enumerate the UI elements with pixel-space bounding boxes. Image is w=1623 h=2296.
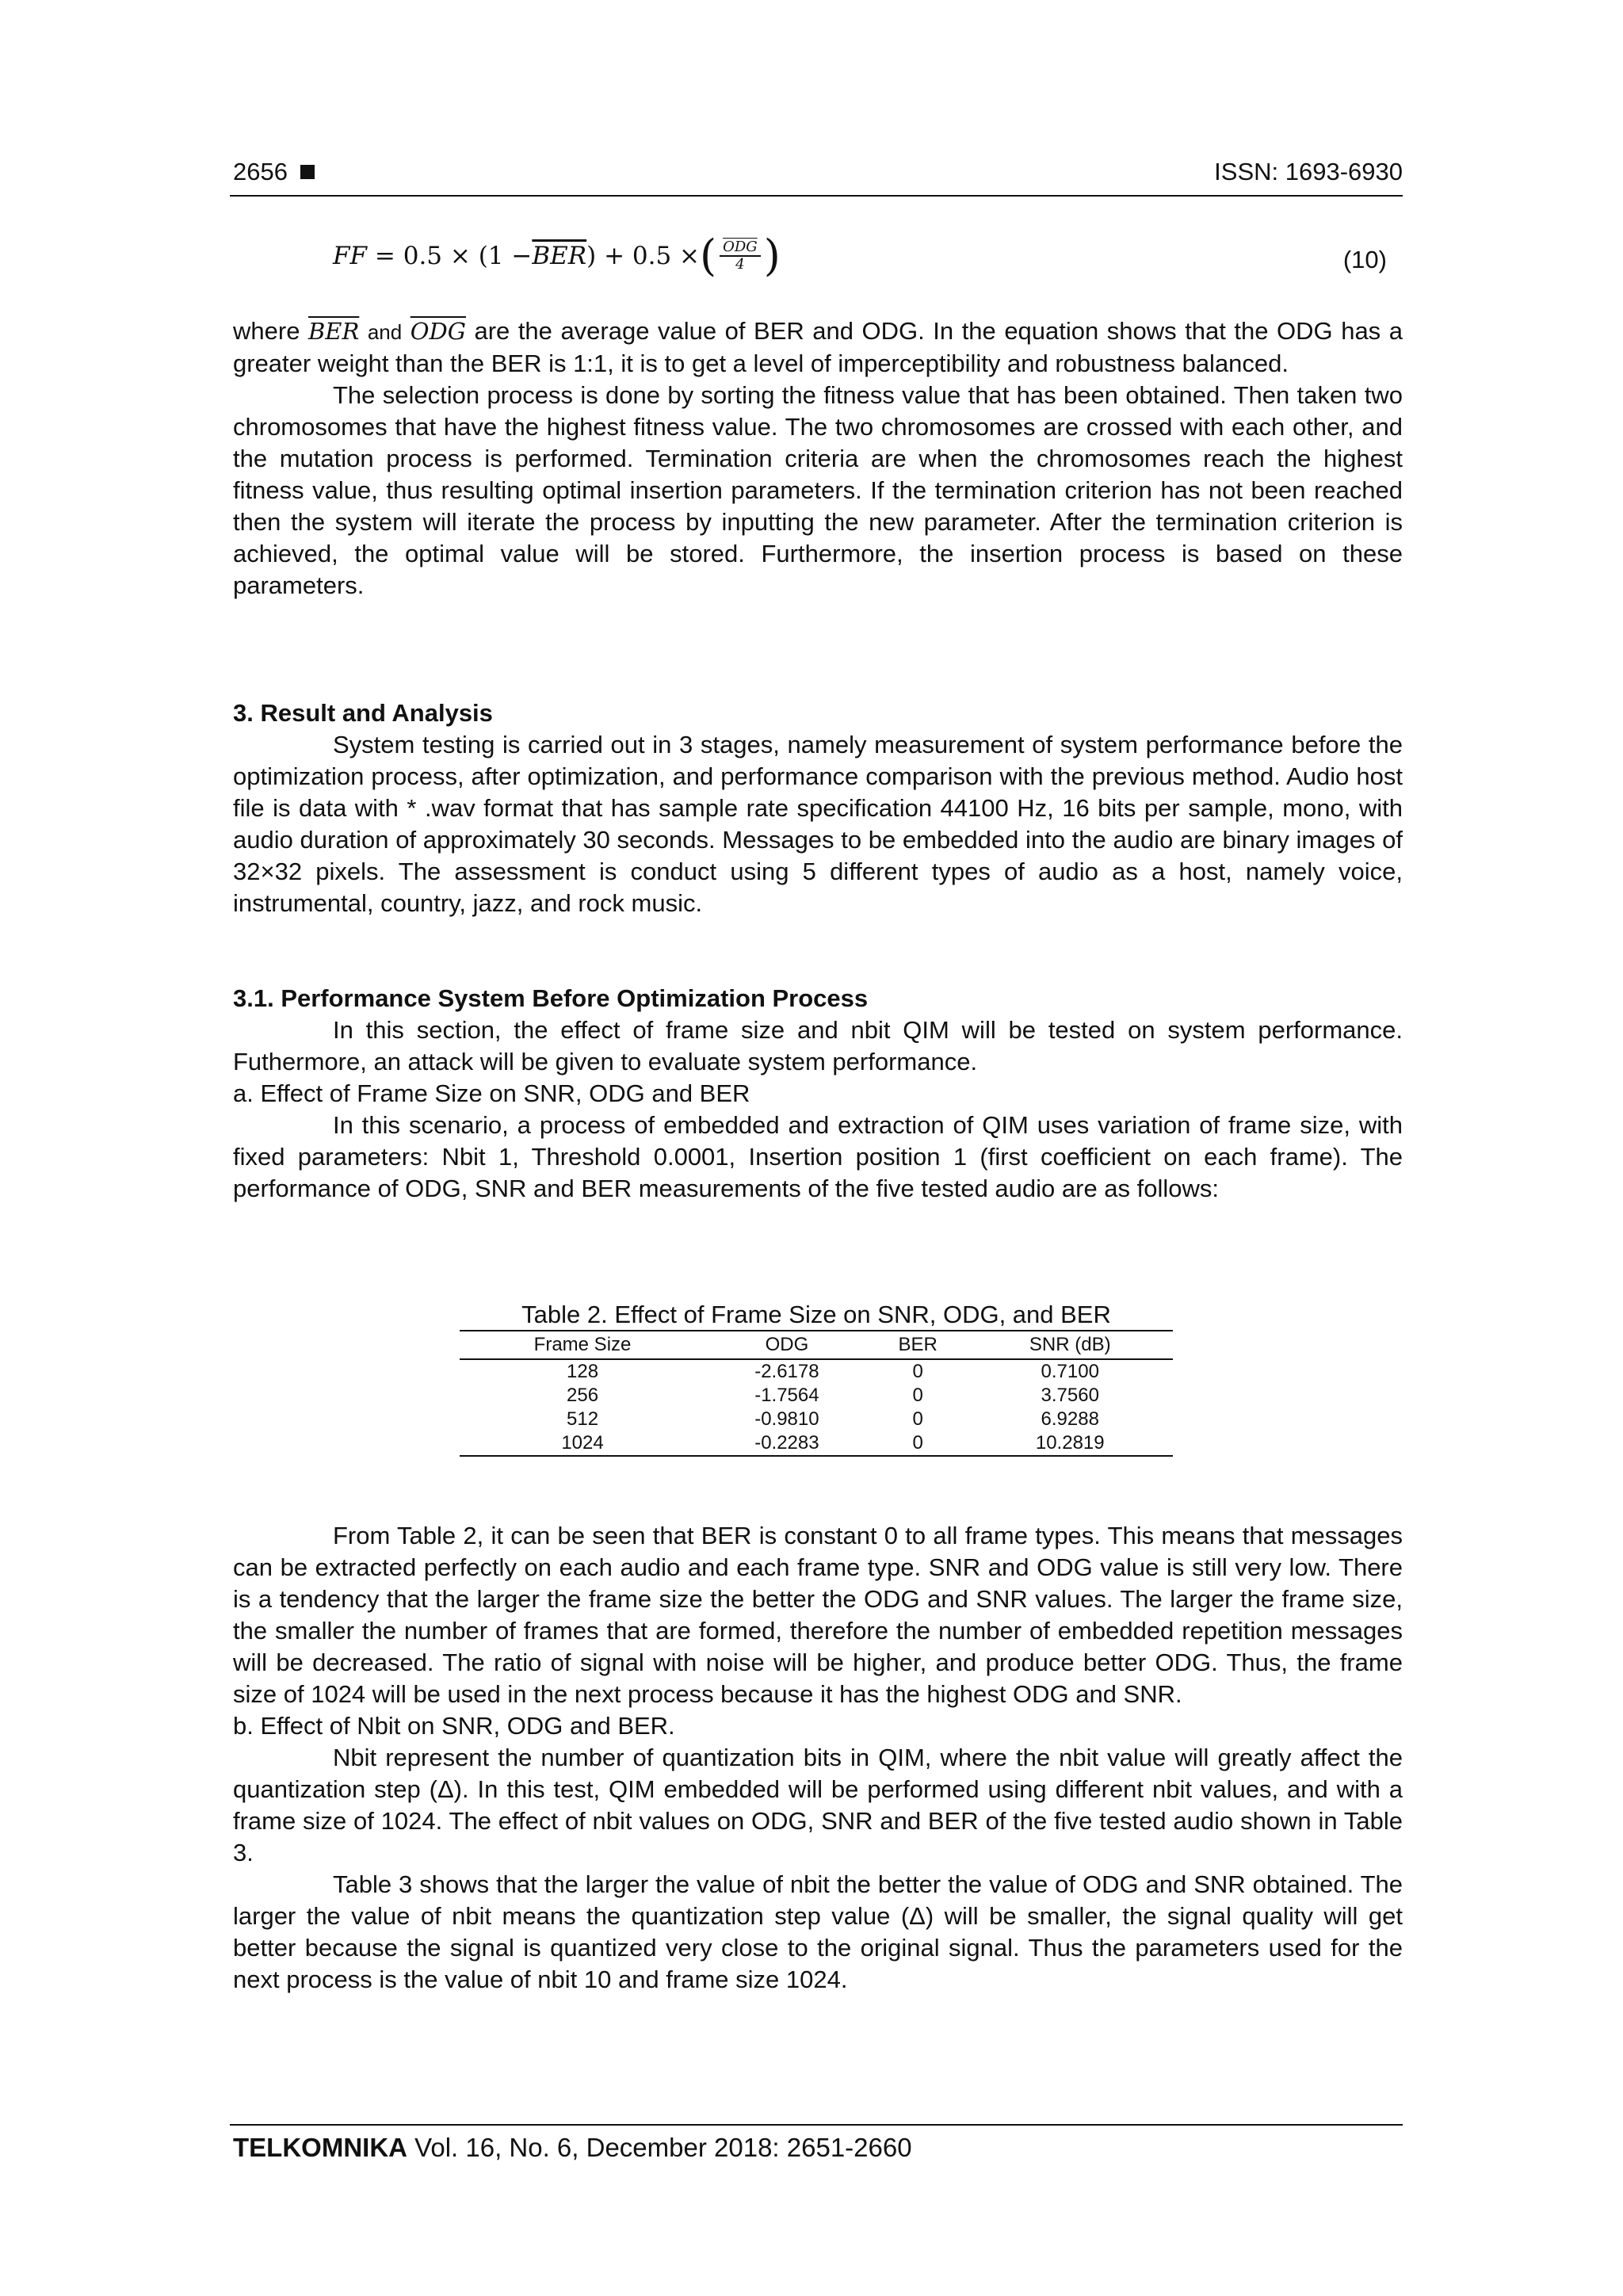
para-selection: The selection process is done by sorting the fitness value that has been obtained. Then taken two chromosomes that have the highest fitness value. The two chromosomes are crossed with each other, and the mutation process is performed. Termination criteria are when the chromosomes reach the highest fitness value, thus resulting optimal insertion parameters. If the termination criterion has not been reached then the system will iterate the process by inputting the new parameter. After the termination criterion is achieved, the optimal value will be stored. Furthermore, the insertion process is based on these parameters. xyxy=(233,381,1403,599)
header-rule xyxy=(230,195,1403,197)
text-block-1 xyxy=(233,315,1403,602)
section-3 xyxy=(233,697,1403,919)
table-cell: 0 xyxy=(912,1361,923,1382)
eq-frac-num: $\overline{ODG}$ xyxy=(720,239,761,257)
table-cell: -0.9810 xyxy=(754,1408,819,1430)
para-table-3: Table 3 shows that the larger the value of nbit the better the value of ODG and SNR obtained. The larger the value of nbit means the quantization step value (Δ) will be smaller, the signal quality will get better because the signal is quantized very close to the original signal. Thus the parameters used for the next process is the value of nbit 10 and frame size 1024. xyxy=(233,1870,1403,1993)
journal-details: Vol. 16, No. 6, December 2018: 2651-2660 xyxy=(414,2133,912,2162)
item-a-text: In this scenario, a process of embedded and extraction of QIM uses variation of frame size, with fixed parameters: Nbit 1, Threshold 0.0001, Insertion position 1 (first coefficient on each frame). The performance of ODG, SNR and BER measurements of the five tested audio are as follows: xyxy=(233,1111,1403,1202)
page-footer xyxy=(233,2132,912,2164)
where-rest: are the average value of BER and ODG. In the equation shows that the ODG has a greater weight than the BER is 1:1, it is to get a level of imperceptibility and robustness balanced. xyxy=(233,317,1403,377)
table-cell: 128 xyxy=(567,1361,599,1382)
eq-part1: = 0.5 × (1 − xyxy=(374,242,533,270)
and-word: and xyxy=(367,320,403,344)
para-nbit: Nbit represent the number of quantization bits in QIM, where the nbit value will greatly affect the quantization step (Δ). In this test, QIM embedded will be performed using different nbit values, and with a frame size of 1024. The effect of nbit values on ODG, SNR and BER of the five tested audio shown in Table 3. xyxy=(233,1744,1403,1866)
table-cell: 256 xyxy=(567,1385,599,1406)
para-from-table-2: From Table 2, it can be seen that BER is constant 0 to all frame types. This means that messages can be extracted perfectly on each audio and each frame type. SNR and ODG value is still very low. There is a tendency that the larger the frame size the better the ODG and SNR values. The larger the frame size, the smaller the number of frames that are formed, therefore the number of embedded repetition messages will be decreased. The ratio of signal with noise will be higher, and produce better ODG. Thus, the frame size of 1024 will be used in the next process because it has the highest ODG and SNR. xyxy=(233,1522,1403,1708)
eq-fraction xyxy=(720,239,761,273)
table-header-row xyxy=(460,1331,1173,1359)
eq-lhs: FF xyxy=(333,242,368,270)
table-cell: -0.2283 xyxy=(705,1431,869,1456)
table-cell: 6.9288 xyxy=(1041,1408,1099,1430)
eq-paren-close: ) xyxy=(763,231,781,281)
section-3-text: System testing is carried out in 3 stages, namely measurement of system performance before the optimization process, after optimization, and performance comparison with the previous method. Audio host file is data with * .wav format that has sample rate specification 44100 Hz, 16 bits per sample, mono, with audio duration of approximately 30 seconds. Messages to be embedded into the audio are binary images of 32×32 pixels. The assessment is conduct using 5 different types of audio as a host, namely voice, instrumental, country, jazz, and rock music. xyxy=(233,731,1403,917)
table-cell: -1.7564 xyxy=(754,1385,819,1406)
footer-rule xyxy=(230,2124,1403,2126)
section-3-heading: 3. Result and Analysis xyxy=(233,699,493,727)
page-header xyxy=(233,157,1403,187)
odg-symbol: $\overline{ODG}$ xyxy=(410,318,466,345)
text-block-after-table xyxy=(233,1520,1403,1996)
table-cell: 0 xyxy=(912,1408,923,1430)
eq-paren-open: ( xyxy=(700,231,717,281)
eq-frac-den: 4 xyxy=(735,256,745,273)
table-cell: 1024 xyxy=(460,1431,705,1456)
section-3-1 xyxy=(233,983,1403,1205)
table-cell: 0 xyxy=(912,1385,923,1406)
item-b: b. Effect of Nbit on SNR, ODG and BER. xyxy=(233,1712,675,1740)
table-row xyxy=(460,1408,1173,1431)
item-a: a. Effect of Frame Size on SNR, ODG and BER xyxy=(233,1079,750,1107)
table-row xyxy=(460,1384,1173,1408)
table-cell: 3.7560 xyxy=(1041,1385,1099,1406)
header-left xyxy=(233,157,315,187)
table-2-caption: Table 2. Effect of Frame Size on SNR, ODG, and BER xyxy=(521,1301,1111,1328)
col-header: Frame Size xyxy=(460,1331,705,1359)
table-cell: 0 xyxy=(869,1431,968,1456)
issn: ISSN: 1693-6930 xyxy=(1214,158,1403,185)
equation-10 xyxy=(333,231,1387,281)
where-word: where xyxy=(233,317,300,345)
eq-part2: ) + 0.5 × xyxy=(586,242,701,270)
equation-number: (10) xyxy=(1342,246,1387,273)
table-cell: 0.7100 xyxy=(1041,1361,1099,1382)
table-2-grid xyxy=(460,1330,1173,1457)
ber-symbol: $\overline{BER}$ xyxy=(307,318,360,345)
col-header: BER xyxy=(869,1331,968,1359)
eq-ber: $\overline{BER}$ xyxy=(532,242,587,270)
col-header: SNR (dB) xyxy=(967,1331,1173,1359)
table-cell: -2.6178 xyxy=(754,1361,819,1382)
table-2 xyxy=(460,1300,1173,1457)
square-bullet-icon xyxy=(300,165,315,179)
table-row xyxy=(460,1359,1173,1384)
table-cell: 512 xyxy=(567,1408,599,1430)
table-cell: 10.2819 xyxy=(967,1431,1173,1456)
col-header: ODG xyxy=(705,1331,869,1359)
page-number: 2656 xyxy=(233,158,288,185)
table-row xyxy=(460,1431,1173,1456)
para-where xyxy=(233,315,1403,380)
section-3-1-text: In this section, the effect of frame size and nbit QIM will be tested on system performance. Futhermore, an attack will be given to evaluate system performance. xyxy=(233,1016,1403,1075)
journal-name: TELKOMNIKA xyxy=(233,2133,407,2162)
section-3-1-heading: 3.1. Performance System Before Optimization Process xyxy=(233,984,869,1012)
